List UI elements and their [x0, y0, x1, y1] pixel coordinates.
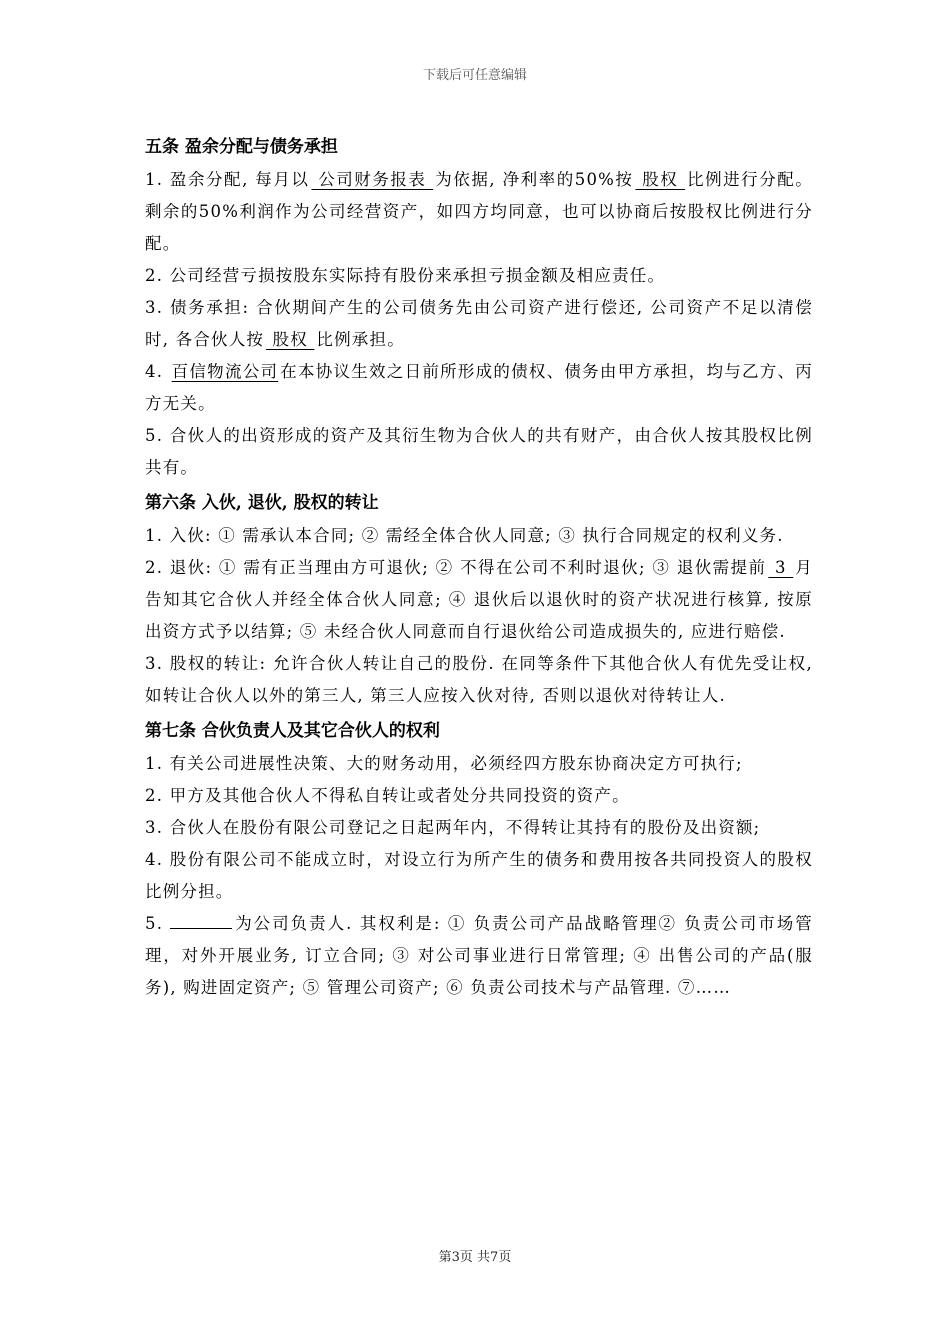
section-7-clause-3: 3. 合伙人在股份有限公司登记之日起两年内，不得转让其持有的股份及出资额;	[145, 818, 761, 837]
filled-blank-basis: 公司财务报表	[311, 170, 434, 189]
section-7-clause-1: 1. 有关公司进展性决策、大的财务动用，必须经四方股东协商决定方可执行;	[145, 754, 743, 773]
clause-text: 2. 退伙: ① 需有正当理由方可退伙; ② 不得在公司不利时退伙; ③ 退伙需提前	[145, 558, 767, 577]
clause-text: 为公司负责人. 其权利是: ① 负责公司产品战略管理② 负责公司市场管理，对外开展业务, 订立合同; ③ 对公司事业进行日常管理; ④ 出售公司的产品(服务), 购进固定资产; ⑤ 管理公司资产; ⑥ 负责公司技术与产品管理. ⑦……	[145, 914, 813, 997]
section-7-clause-5	[145, 908, 813, 1004]
clause-text: 1. 盈余分配, 每月以	[145, 170, 310, 189]
section-6-clause-3: 3. 股权的转让: 允许合伙人转让自己的股份. 在同等条件下其他合伙人有优先受让权, 如转让合伙人以外的第三人, 第三人应按入伙对待, 否则以退伙对待转让人.	[145, 654, 813, 705]
clause-text: 在本协议生效之日前所形成的债权、债务由甲方承担，均与乙方、丙方无关。	[145, 362, 814, 413]
section-7-title: 第七条 合伙负责人及其它合伙人的权利	[145, 721, 440, 741]
section-5-clause-5: 5. 合伙人的出资形成的资产及其衍生物为合伙人的共有财产，由合伙人按其股权比例共有。	[145, 426, 813, 477]
section-5-clause-4	[145, 356, 813, 420]
filled-blank-company: 百信物流公司	[171, 362, 279, 381]
filled-blank-ratio: 股权	[635, 170, 686, 189]
clause-text: 4.	[145, 362, 170, 381]
filled-blank-notice-months: 3	[768, 558, 794, 577]
section-6-clause-2	[145, 552, 813, 648]
clause-text: 比例进行分配。剩余的50%利润作为公司经营资产，如四方均同意，也可以协商后按股权比例进行分配。	[145, 170, 813, 253]
clause-text: 5.	[145, 914, 171, 933]
section-5-clause-1	[145, 164, 813, 260]
clause-text: 为依据, 净利率的50%按	[435, 170, 634, 189]
page-header: 下载后可任意编辑	[422, 68, 527, 83]
section-5-clause-3	[145, 292, 813, 356]
filled-blank-ratio: 股权	[266, 330, 315, 349]
clause-text: 比例承担。	[316, 330, 405, 349]
document-body	[145, 128, 813, 1004]
section-6-clause-1: 1. 入伙: ① 需承认本合同; ② 需经全体合伙人同意; ③ 执行合同规定的权利义务.	[145, 526, 784, 545]
clause-text: 月告知其它合伙人并经全体合伙人同意; ④ 退伙后以退伙时的资产状况进行核算, 按原出资方式予以结算; ⑤ 未经合伙人同意而自行退伙给公司造成损失的, 应进行赔偿.	[145, 558, 813, 641]
section-6-title: 第六条 入伙, 退伙, 股权的转让	[145, 493, 379, 513]
page-footer: 第3页 共7页	[438, 1250, 512, 1265]
section-5-title: 五条 盈余分配与债务承担	[145, 137, 338, 157]
empty-blank-responsible-person	[170, 910, 232, 929]
clause-text: 3. 债务承担: 合伙期间产生的公司债务先由公司资产进行偿还, 公司资产不足以清偿时, 各合伙人按	[145, 298, 813, 349]
section-7-clause-2: 2. 甲方及其他合伙人不得私自转让或者处分共同投资的资产。	[145, 786, 630, 805]
section-5-clause-2: 2. 公司经营亏损按股东实际持有股份来承担亏损金额及相应责任。	[145, 266, 666, 285]
section-7-clause-4: 4. 股份有限公司不能成立时，对设立行为所产生的债务和费用按各共同投资人的股权比例分担。	[145, 850, 813, 901]
